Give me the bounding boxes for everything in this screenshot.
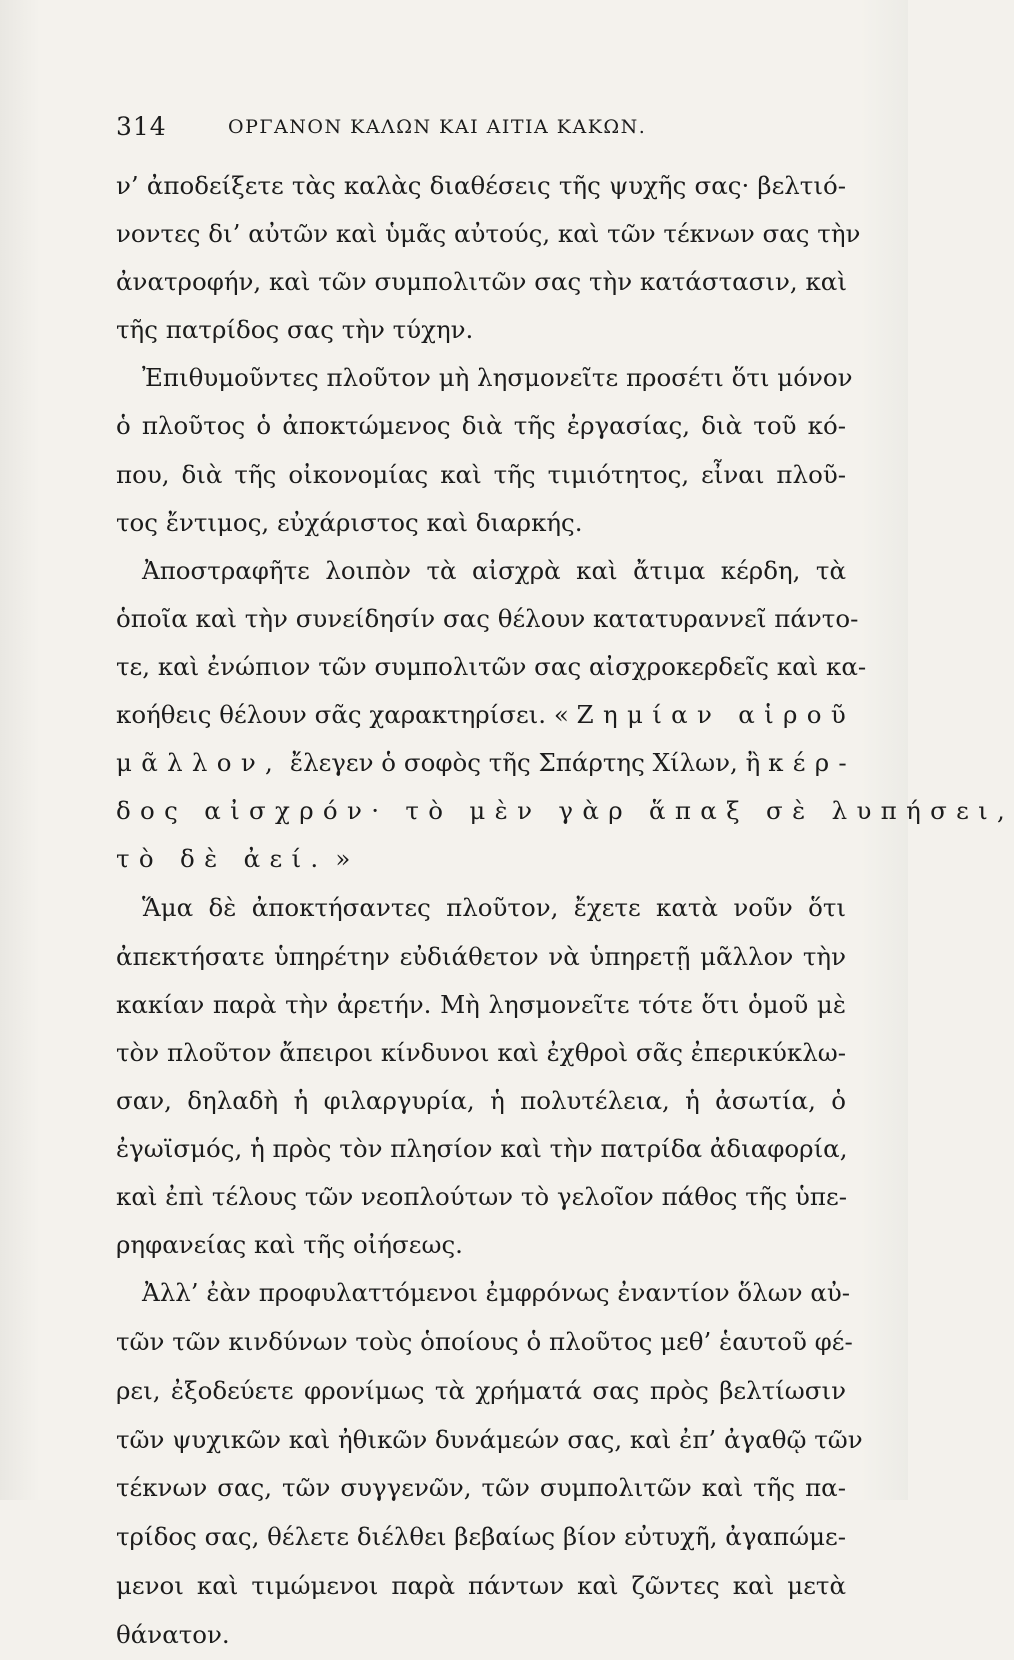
text-line: τος ἔντιμος, εὐχάριστος καὶ διαρκής.: [116, 507, 583, 537]
text-line: που, διὰ τῆς οἰκονομίας καὶ τῆς τιμιότητος, εἶναι πλοῦ-: [116, 459, 846, 489]
running-title: ΟΡΓΑΝΟΝ ΚΑΛΩΝ ΚΑΙ ΑΙΤΙΑ ΚΑΚΩΝ.: [228, 116, 647, 138]
body-text: [116, 162, 1014, 1660]
text-line: καὶ ἐπὶ τέλους τῶν νεοπλούτων τὸ γελοῖον πάθος τῆς ὑπε-: [116, 1181, 847, 1211]
text-line: τε, καὶ ἐνώπιον τῶν συμπολιτῶν σας αἰσχροκερδεῖς καὶ κα-: [116, 651, 867, 681]
quotation-spaced: μᾶλλον,: [116, 748, 283, 778]
text-line: ν’ ἀποδείξετε τὰς καλὰς διαθέσεις τῆς ψυχῆς σας· βελτιό-: [116, 171, 846, 200]
page-number: 314: [116, 112, 167, 141]
text-segment: »: [335, 844, 351, 874]
text-line: Ἅμα δὲ ἀποκτήσαντες πλοῦτον, ἔχετε κατὰ νοῦν ὅτι: [142, 893, 846, 923]
text-line: ρηφανείας καὶ τῆς οἰήσεως.: [116, 1230, 463, 1260]
text-line: κακίαν παρὰ τὴν ἀρετήν. Μὴ λησμονεῖτε τότε ὅτι ὁμοῦ μὲ: [116, 989, 846, 1019]
text-line: τῆς πατρίδος σας τὴν τύχην.: [116, 315, 474, 345]
text-line: τῶν ψυχικῶν καὶ ἠθικῶν δυνάμεών σας, καὶ ἐπ’ ἀγαθῷ τῶν: [116, 1424, 863, 1454]
text-line: ἀνατροφήν, καὶ τῶν συμπολιτῶν σας τὴν κατάστασιν, καὶ: [116, 267, 847, 297]
quotation-spaced: τὸ δὲ ἀεί.: [116, 844, 328, 874]
text-line: ἐγωϊσμός, ἡ πρὸς τὸν πλησίον καὶ τὴν πατρίδα ἀδιαφορία,: [116, 1133, 848, 1163]
text-line: [116, 835, 846, 883]
text-line: ρει, ἐξοδεύετε φρονίμως τὰ χρήματά σας πρὸς βελτίωσιν: [116, 1375, 846, 1405]
text-line: μενοι καὶ τιμώμενοι παρὰ πάντων καὶ ζῶντες καὶ μετὰ: [116, 1570, 846, 1600]
text-line: τὸν πλοῦτον ἄπειροι κίνδυνοι καὶ ἐχθροὶ σᾶς ἐπερικύκλω-: [116, 1037, 846, 1067]
text-line: ὁποῖα καὶ τὴν συνείδησίν σας θέλουν κατατυραννεῖ πάντο-: [116, 603, 859, 633]
text-line: ὁ πλοῦτος ὁ ἀποκτώμενος διὰ τῆς ἐργασίας, διὰ τοῦ κό-: [116, 411, 846, 441]
text-line: Ἐπιθυμοῦντες πλοῦτον μὴ λησμονεῖτε προσέτι ὅτι μόνον: [142, 363, 853, 393]
quotation-line: δος αἰσχρόν· τὸ μὲν γὰρ ἅπαξ σὲ λυπήσει,: [116, 796, 1014, 826]
text-line: Ἀποστραφῆτε λοιπὸν τὰ αἰσχρὰ καὶ ἄτιμα κέρδη, τὰ: [142, 555, 846, 585]
text-segment: κοήθεις θέλουν σᾶς χαρακτηρίσει. «: [116, 700, 569, 730]
text-line: τρίδος σας, θέλετε διέλθει βεβαίως βίον εὐτυχῆ, ἀγαπώμε-: [116, 1522, 846, 1552]
quotation-spaced: Ζημίαν αἱροῦ: [576, 700, 856, 730]
text-line: τέκνων σας, τῶν συγγενῶν, τῶν συμπολιτῶν καὶ τῆς πα-: [116, 1473, 846, 1503]
text-line: θάνατον.: [116, 1619, 230, 1649]
text-line: τῶν τῶν κινδύνων τοὺς ὁποίους ὁ πλοῦτος μεθ’ ἑαυτοῦ φέ-: [116, 1326, 853, 1356]
quotation-spaced: κέρ-: [768, 748, 857, 778]
text-line: σαν, δηλαδὴ ἡ φιλαργυρία, ἡ πολυτέλεια, ἡ ἀσωτία, ὁ: [116, 1085, 846, 1115]
text-line: [116, 739, 857, 787]
text-line: [116, 691, 856, 739]
text-line: ἀπεκτήσατε ὑπηρέτην εὐδιάθετον νὰ ὑπηρετῇ μᾶλλον τὴν: [116, 941, 846, 971]
page-header: [116, 112, 856, 148]
text-line: νοντες δι’ αὐτῶν καὶ ὑμᾶς αὐτούς, καὶ τῶν τέκνων σας τὴν: [116, 219, 861, 249]
text-line: Ἀλλ’ ἐὰν προφυλαττόμενοι ἐμφρόνως ἐναντίον ὅλων αὐ-: [142, 1278, 851, 1308]
text-segment: ἔλεγεν ὁ σοφὸς τῆς Σπάρτης Χίλων, ἢ: [289, 748, 761, 778]
